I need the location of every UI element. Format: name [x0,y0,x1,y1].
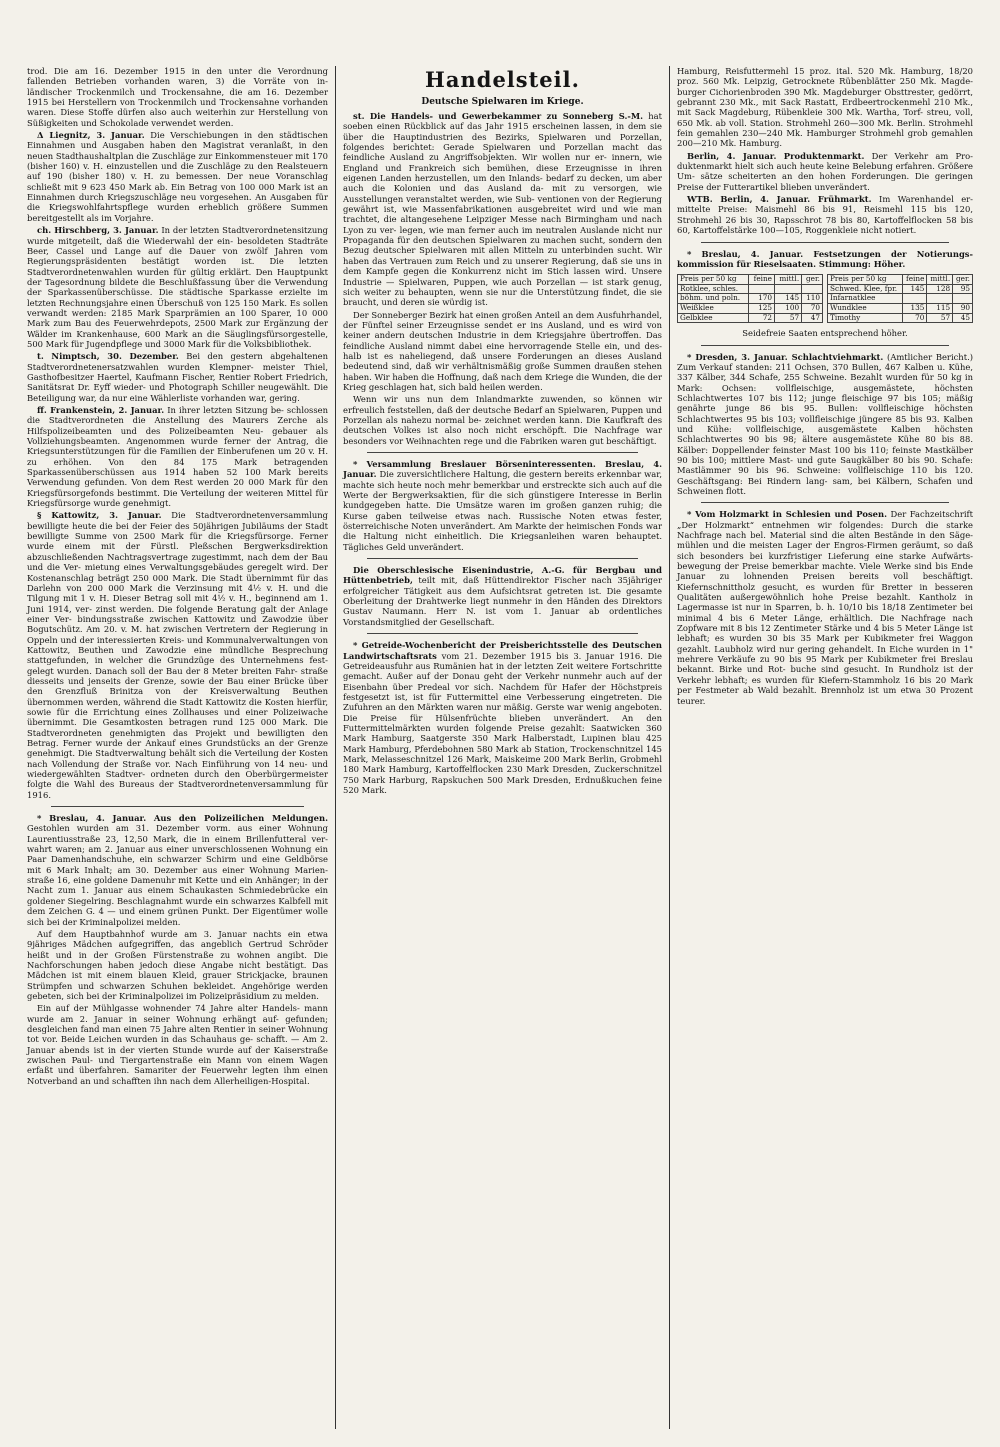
article-headline: Deutsche Spielwaren im Kriege. [421,97,584,107]
table-cell: 100 [775,303,802,313]
text: In ihrer letzten Sitzung be- schlossen die Stadtverordneten die Anstellung des Maurers Zerche als Hilfspolizeibeamten und des Polizeibeamten Neu- gebauer als Vollziehungsbeamten. Angenommen wurde ferner der Antrag, die Kriegsunterstützungen für die Familien der Einberufenen um 20 v. H. zu erhöhen. Von den 84 175 Mark betragenden Sparkassenüberschüssen aus 1914 haben 52 100 Mark bereits Verwendung gefunden. Von dem Rest werden 20 000 Mark für den Kriegsfürsorgefonds bestimmt. Die Verteilung der weiteren Mittel für Kriegsfürsorge wurde genehmigt. [27,405,328,509]
dateline: * Breslau, 4. Januar. Festsetzungen der Notierungs- kommission für Rieselsaaten. Stimmung: Höher. [677,248,973,269]
section-title: Handelsteil. [425,67,580,92]
divider [701,502,949,503]
paragraph: Wenn wir uns nun dem Inlandmarkte zuwenden, so können wir erfreulich feststellen, daß der deutsche Bedarf an Spielwaren, Puppen und Porzellan als nahezu normal be- zeichnet werden kann. Die Kaufkraft des deutschen Volkes ist also noch nicht erschöpft. Die Nachfrage war besonders vor Weihnachten rege und die Fabriken waren gut beschäftigt. [343,394,663,446]
paragraph [343,640,662,795]
divider [701,242,949,243]
table-header: feine [749,275,775,285]
text: (Amtlicher Bericht.) Zum Verkauf standen: 211 Ochsen, 370 Bullen, 467 Kalben u. Kühe, 337 Kälber, 344 Schafe, 255 Schweine. Bezahlt wurden für 50 kg in Mark: Ochsen: vollfleischige, ausgemästete, höchsten Schlachtwertes 107 bis 112; junge fleischige 97 bis 105; mäßig genährte junge 86 bis 95. Bullen: vollfleischige höchsten Schlachtwertes 95 bis 103; vollfleischige jüngere 85 bis 93. Kalben und Kühe: vollfleischige, ausgemästete Kalben höchsten Schlachtwertes 90 bis 98; ältere ausgemästete Kühe 80 bis 88. Kälber: Doppellender feinster Mast 100 bis 110; feinste Mastkälber 90 bis 100; mittlere Mast- und gute Saugkälber 80 bis 90. Schafe: Mastlämmer 90 bis 96. Schweine: vollfleischige 110 bis 120. Geschäftsgang: Bei Rindern lang- sam, bei Kälbern, Schafen und Schweinen flott. [677,351,973,496]
paragraph [27,351,328,403]
dateline: WTB. Berlin, 4. Januar. Frühmarkt. [687,194,872,205]
table-cell: Infarnatklee [828,294,903,304]
dateline: st. Die Handels- und Gewerbekammer zu Sonneberg S.-M. [353,111,644,121]
table-cell: Timothy [828,313,903,323]
dateline: ch. Hirschberg, 3. Januar. [37,225,159,236]
table-cell: 45 [953,313,973,323]
text: Die Stadtverordnetenversammlung bewilligte heute die bei der Feier des 50jährigen Jubiläums der Stadt bewilligte Summe von 2500 Mark für die Kriegsfürsorge. Ferner wurde einem mit der Fürstl. Pleßschen Bergwerksdirektion abzuschließenden Nachtragsvertrage zugestimmt, nach dem der Bau und die Ver- mietung eines Verwaltungsgebäudes geregelt wird. Der Kostenanschlag beträgt 250 000 Mark. Die Stadt übernimmt für das Darlehn von 200 000 Mark die Verzinsung mit 4½ v. H. und die Tilgung mit 1 v. H. Dieser Betrag soll mit 4½ v. H., beginnend am 1. Juni 1914, ver- zinst werden. Die folgende Beratung galt der Anlage einer Ver- bindungsstraße zwischen Kattowitz und Zawodzie über Bogutschütz. Am 20. v. M. hat zwischen Vertretern der Regierung in Oppeln und der interessierten Kreis- und Kommunalverwaltungen von Kattowitz, Beuthen und Zawodzie eine mündliche Besprechung stattgefunden, in welcher die Grundzüge des Unternehmens fest- gelegt wurden. Danach soll der Bau der 8 Meter breiten Fahr- straße diesseits und jenseits der Grenze, sowie der Bau einer Brücke über den Grenzfluß Brinitza von der Kreisverwaltung Beuthen übernommen werden, während die Stadt Kattowitz die Kosten hierfür, sowie für die Errichtung eines Zollhauses und einer Polizeiwache übernimmt. Die Gesamtkosten betragen rund 125 000 Mark. Die Stadtverordneten genehmigten das Projekt und bewilligten den Betrag. Ferner wurde der Ankauf eines Grundstücks an der Grenze genehmigt. Die Stadtverwaltung behält sich die Verteilung der Kosten nach Vollendung der Straße vor. Nach Einführung von 14 neu- und wiedergewählten Stadtver- ordneten durch den Oberbürgermeister folgte die Wahl des Bureaus der Stadtverordnetenversammlung für 1916. [27,510,328,800]
table-note: Seidefreie Saaten entsprechend höher. [742,328,908,339]
text: hat soeben einen Rückblick auf das Jahr 1915 erscheinen lassen, in dem sie über die Hauptindustrien des Bezirks, Spielwaren und Porzellan, folgendes berichtet: Gerade Spielwaren und Porzellan macht das feindliche Ausland zu Angriffsobjekten. Wir wollen nur er- innern, wie England und Frankreich sich bemühen, diese Erzeugnisse in ihren eigenen Landen herzustellen, um den Inlands- bedarf zu decken, um aber auch die Kolonien und das Ausland da- mit zu versorgen, wie Ausstellungen veranstaltet werden, wie Sub- ventionen von der Regierung gewährt ist, wie Massenfabrikationen ausgebreitet wird und wie man trachtet, die altangesehene Leipziger Messe nach Birmingham und nach Lyon zu ver- legen, wie man ferner auch im neutralen Auslande nicht nur Propaganda für den deutschen Spielwaren zu machen sucht, sondern den Bezug deutscher Spielwaren mit allen Mitteln zu unterbinden sucht. Wir haben das Vertrauen zum Reich und zu unserer Regierung, daß sie uns in dem Kampfe gegen die Konkurrenz nicht im Stich lassen wird. Unsere Industrie — Spielwaren, Puppen, wie auch Porzellan — ist stark genug, sich weiter zu behaupten, wenn sie nur die Unterstützung findet, die sie braucht, und deren sie würdig ist. [343,111,662,308]
paragraph [677,509,973,706]
paragraph [677,151,973,192]
table-cell: 115 [927,303,953,313]
paragraph [677,194,973,235]
table-cell: Gelbklee [678,313,749,323]
table-row [678,313,823,323]
divider [367,558,638,559]
dateline: ff. Frankenstein, 2. Januar. [37,405,165,415]
dateline: * Getreide-Wochenbericht der Preisberichtsstelle des Deutschen Landwirtschaftsrats [343,640,662,661]
table-cell: 57 [927,313,953,323]
seed-price-tables [677,271,973,328]
table-cell: 125 [749,303,775,313]
table-header-row [678,275,823,285]
table-header: mittl. [775,275,802,285]
column-middle [335,66,670,1429]
table-cell: 145 [775,294,802,304]
paragraph: Ein auf der Mühlgasse wohnender 74 Jahre alter Handels- mann wurde am 2. Januar in seiner Wohnung erhängt auf- gefunden; desgleichen fand man einen 75 Jahre alten Rentier in seiner Wohnung tot vor. Beide Leichen wurden in das Schauhaus ge- schafft. — Am 2. Januar abends ist in der vierten Stunde wurde auf der Kaiserstraße zwischen Paul- und Tiergartenstraße ein Mann von einem Wagen erfaßt und überfahren. Samariter der Feuerwehr legten ihm einen Notverband an und schafften ihn nach dem Allerheiligen-Hospital. [27,1003,328,1086]
divider [367,633,638,634]
table-cell: 47 [802,313,823,323]
divider [701,345,949,346]
table-header: ger. [802,275,823,285]
table-header: mittl. [927,275,953,285]
table-cell: Schwed. Klee, fpr. [828,284,903,294]
text: Im Warenhandel er- mittelte Preise: Maismehl 86 bis 91, Reismehl 115 bis 120, Strohmehl 26 bis 30, Rapsschrot 78 bis 80, Kartoffelflocken 58 bis 60, Kartoffelstärke 100—105, Roggenkleie nicht notiert. [677,194,973,236]
paragraph [677,352,973,497]
paragraph [27,130,328,223]
text: In der letzten Stadtverordnetensitzung wurde mitgeteilt, daß die Wiederwahl der ein- besoldeten Stadträte Beer, Cassel und Lange auf die Dauer von zwölf Jahren vom Regierungspräsidenten bestätigt worden ist. Die letzten Stadtverordnetenwahlen wurden für gültig erklärt. Den Hauptpunkt der Tagesordnung bildete die Beschlußfassung über die Verwendung der Sparkassenüberschüsse. Die städtische Sparkasse erzielte im letzten Rechnungsjahre einen Überschuß von 125 150 Mark. Es sollen verwandt werden: 2185 Mark Sparprämien an 100 Sparer, 10 000 Mark zum Bau des Feuerwehrdepots, 2500 Mark zur Ergänzung der Wälder im Krankenhause, 600 Mark an die Säuglingsfürsorgestelle, 500 Mark für Jugendpflege und 3000 Mark für die Volksbibliothek. [27,225,328,349]
seed-price-table-right [827,274,973,323]
table-header: Preis per 50 kg [678,275,749,285]
text: Bei den gestern abgehaltenen Stadtverordnetenersatzwahlen wurden Klempner- meister Thiel, Gasthofbesitzer Haertel, Kaufmann Fischer, Rentier Robert Friedrich, Sanitätsrat Dr. Eyff wieder- und Photograph Schiller neugewählt. Die Beteiligung war, da nur eine Wählerliste vorhanden war, gering. [27,351,329,403]
table-row [828,313,973,323]
table-header: Preis per 50 kg [828,275,903,285]
table-cell: 90 [953,303,973,313]
paragraph: Auf dem Hauptbahnhof wurde am 3. Januar nachts ein etwa 9jähriges Mädchen aufgegriffen, das angeblich Gertrud Schröder heißt und in der Großen Fürstenstraße zu wohnen angibt. Die Nachforschungen haben jedoch diese Angabe nicht bestätigt. Das Mädchen ist mit einem blauen Kleid, grauer Strickjacke, braunen Strümpfen und schwarzen Schuhen bekleidet. Angehörige werden gebeten, sich bei der Kriminalpolizei im Polizeipräsidium zu melden. [27,928,328,1001]
text: Die zuversichtlichere Haltung, die gestern bereits erkennbar war, machte sich heute noch mehr bemerkbar und erstreckte sich auch auf die Werte der Bergwerksaktien, für die sich günstigere Interesse in Berlin kundgegeben hatte. Die Umsätze waren im großen ganzen ruhig; die Kurse gaben teilweise etwas nach. Russische Noten etwas fester, österreichische Noten unverändert. Am Markte der heimischen Fonds war die Haltung nicht einheitlich. Die Kriegsanleihen waren behauptet. Tägliches Geld unverändert. [343,469,662,552]
seed-price-table-left [677,274,823,323]
dateline: Die Oberschlesische Eisenindustrie, A.-G. für Bergbau und Hüttenbetrieb, [343,565,662,586]
column-right [670,66,980,1429]
paragraph [27,405,328,508]
table-cell: 95 [953,284,973,294]
column-left [20,66,335,1429]
table-row [678,303,823,313]
table-cell: böhm. und poln. [678,294,749,304]
paragraph [343,111,662,308]
table-cell: 145 [903,284,927,294]
text: Die Verschiebungen in den städtischen Einnahmen und Ausgaben haben den Magistrat veranlaßt, in den neuen Stadthaushaltplan die Zuschläge zur Einkommensteuer mit 170 (bisher 160) v. H. einzustellen und die Zuschläge zu den Realsteuern auf 190 (bisher 180) v. H. zu bemessen. Der neue Voranschlag schließt mit 9 623 450 Mark ab. Ein Betrag von 100 000 Mark ist an Einnahmen durch Kriegszuschläge neu vorgesehen. An Ausgaben für die Kriegswohlfahrtspflege wurden erheblich größere Summen bereitgestellt als im Vorjahre. [27,130,328,223]
table-cell: 70 [802,303,823,313]
table-cell: 170 [749,294,775,304]
table-row [828,303,973,313]
table-cell: Weißklee [678,303,749,313]
table-cell: Rotklee, schles. [678,284,749,294]
text: vom 21. Dezember 1915 bis 3. Januar 1916. Die Getreideausfuhr aus Rumänien hat in der letzten Zeit weitere Fortschritte gemacht. Außer auf der Donau geht der Verkehr nunmehr auch auf der Eisenbahn über Predeal vor sich. Nachdem für Hafer der Höchstpreis festgesetzt ist, ist für Futtermittel eine Verbesserung eingetreten. Die Zufuhren an den Märkten waren nur mäßig. Gerste war wenig angeboten. Die Preise für Hülsenfrüchte blieben unverändert. An den Futtermittelmärkten wurden folgende Preise gezahlt: Saatwicken 360 Mark Hamburg, Saatgerste 350 Mark Halberstadt, Lupinen blau 425 Mark Hamburg, Pferdebohnen 580 Mark ab Station, Trockenschnitzel 145 Mark, Melasseschnitzel 126 Mark, Maiskeime 200 Mark Berlin, Grobmehl 180 Mark Hamburg, Kartoffelflocken 230 Mark Dresden, Zuckerschnitzel 750 Mark Harburg, Rapskuchen 500 Mark Dresden, Erdnußkuchen feine 520 Mark. [343,650,662,795]
table-header-row [828,275,973,285]
paragraph [27,225,328,349]
dateline: § Kattowitz, 3. Januar. [37,510,162,521]
paragraph [343,565,662,627]
dateline: * Dresden, 3. Januar. Schlachtviehmarkt. [687,351,884,362]
table-cell: 70 [903,313,927,323]
table-cell: 57 [775,313,802,323]
dateline: * Breslau, 4. Januar. Aus den Polizeilichen Meldungen. [37,813,328,824]
divider [51,806,304,807]
text: Der Fachzeitschrift „Der Holzmarkt“ entnehmen wir folgendes: Durch die starke Nachfrage nach bel. Material sind die alten Bestände in den Säge- mühlen und die meisten Lager der Engros-Firmen geräumt, so daß sich besonders bei kurzfristiger Lieferung eine starke Aufwärts- bewegung der Preise bemerkbar machte. Viele Werke sind bis Ende Januar zu lohnenden Preisen bereits voll beschäftigt. Kiefernschnittholz gesucht, es wurden für Bretter in besseren Qualitäten außergewöhnlich hohe Preise bezahlt. Kantholz in Lagermasse ist nur in Sparren, b. h. 10/10 bis 18/18 Zentimeter bei minimal 4 bis 6 Meter Länge, erhältlich. Die Nachfrage nach Zopfware mit 8 bis 12 Zentimeter Stärke und 4 bis 5 Meter Länge ist lebhaft; es wurden 30 bis 35 Mark per Kubikmeter frei Waggon gezahlt. Laubholz wird nur gering gehandelt. In Eiche wurden in 1" mehrere Verkäufe zu 90 bis 95 Mark per Kubikmeter frei Breslau bekannt. Birke und Rot- buche sind gesucht. In Rundholz ist der Verkehr lebhaft; es wurden für Kiefern-Stammholz 16 bis 20 Mark per Festmeter ab Wald bezahlt. Brennholz ist um etwa 30 Prozent teurer. [677,509,973,706]
paragraph [343,459,662,552]
table-cell: 135 [903,303,927,313]
paragraph: trod. Die am 16. Dezember 1915 in den unter die Verordnung fallenden Betrieben vorhanden waren, 3) die Vorräte von in- ländischer Trockenmilch und Trockensahne, die am 16. Dezember 1915 bei Herstellern von Trockenmilch und Trockensahne vorhanden waren. Diese Stoffe dürfen also auch weiterhin zur Herstellung von Süßigkeiten und Schokolade verwendet werden. [27,66,328,128]
text: Der Verkehr am Pro- duktenmarkt hielt sich auch heute keine Belebung erfahren. Größere Um- sätze scheiterten an den hohen Forderungen. Die geringen Preise der Futterartikel blieben unverändert. [677,150,973,192]
dateline: * Vom Holzmarkt in Schlesien und Posen. [687,509,888,520]
text: Gestohlen wurden am 31. Dezember vorm. aus einer Wohnung Laurentiusstraße 23, 12,50 Mark, die in einem Brillenfutteral ver- wahrt waren; am 2. Januar aus einer unverschlossenen Wohnung ein Paar Damenhandschuhe, ein schwarzer Schirm und eine Geldbörse mit 6 Mark Inhalt; am 30. Dezember aus einer Wohnung Marien- straße 16, eine goldene Damenuhr mit Kette und ein Anhänger; in der Nacht zum 1. Januar aus einem Schaukasten Schmiedebrücke ein goldener Siegelring. Beschlagnahmt wurde ein schwarzes Kalbfell mit dem Zeichen G. 4 — und einem grünen Punkt. Der Eigentümer wolle sich bei der Kriminalpolizei melden. [27,823,328,927]
paragraph: Der Sonneberger Bezirk hat einen großen Anteil an dem Ausfuhrhandel, der Fünftel seiner Erzeugnisse sendet er ins Ausland, und es wird von keiner andern deutschen Industrie in dem Kriegsjahre übertroffen. Das feindliche Ausland nimmt dabei eine hervorragende Stelle ein, und des- halb ist es naheliegend, daß unsere Forderungen an dieses Ausland bedeutend sind, daß wir verhältnismäßig große Summen draußen stehen haben. Wir haben die Hoffnung, daß nach dem Kriege die Wunden, die der Krieg geschlagen hat, sich bald heilen werden. [343,309,662,392]
table-header: feine [903,275,927,285]
dateline: Δ Liegnitz, 3. Januar. [37,130,145,141]
dateline: t. Nimptsch, 30. Dezember. [37,351,179,362]
dateline: Berlin, 4. Januar. Produktenmarkt. [687,150,865,161]
paragraph [677,249,973,270]
table-cell: Wundklee [828,303,903,313]
paragraph: Hamburg, Reisfuttermehl 15 proz. ital. 520 Mk. Hamburg, 18/20 proz. 560 Mk. Leipzig, Getrocknete Rübenblätter 250 Mk. Magde- burger Cichorienbroden 390 Mk. Magdeburger Obsttrester, gedörrt, gebrannt 230 Mk., mit Sack Rastatt, Erdbeertrockenmehl 210 Mk., mit Sack Magdeburg, Rübenkleie 300 Mk. Wartha, Torf- streu, voll, 650 Mk. ab voll. Station. Strohmehl 260—300 Mk. Berlin. Strohmehl fein gemahlen 230—240 Mk. Hamburger Strohmehl grob gemahlen 200—210 Mk. Hamburg. [677,66,973,149]
paragraph [27,510,328,800]
table-header: ger. [953,275,973,285]
table-cell: 128 [927,284,953,294]
table-cell: 72 [749,313,775,323]
table-cell: 110 [802,294,823,304]
text: teilt mit, daß Hüttendirektor Fischer nach 35jähriger erfolgreicher Tätigkeit aus dem Aufsichtsrat getreten ist. Die gesamte Oberleitung der Drahtwerke liegt nunmehr in den Händen des Direktors Gustav Naumann. Herr N. ist vom 1. Januar ab ordentliches Vorstandsmitglied der Gesellschaft. [343,575,662,627]
paragraph [27,813,328,927]
dateline: * Versammlung Breslauer Börseninteressenten. Breslau, 4. Januar. [343,459,662,480]
divider [367,452,638,453]
